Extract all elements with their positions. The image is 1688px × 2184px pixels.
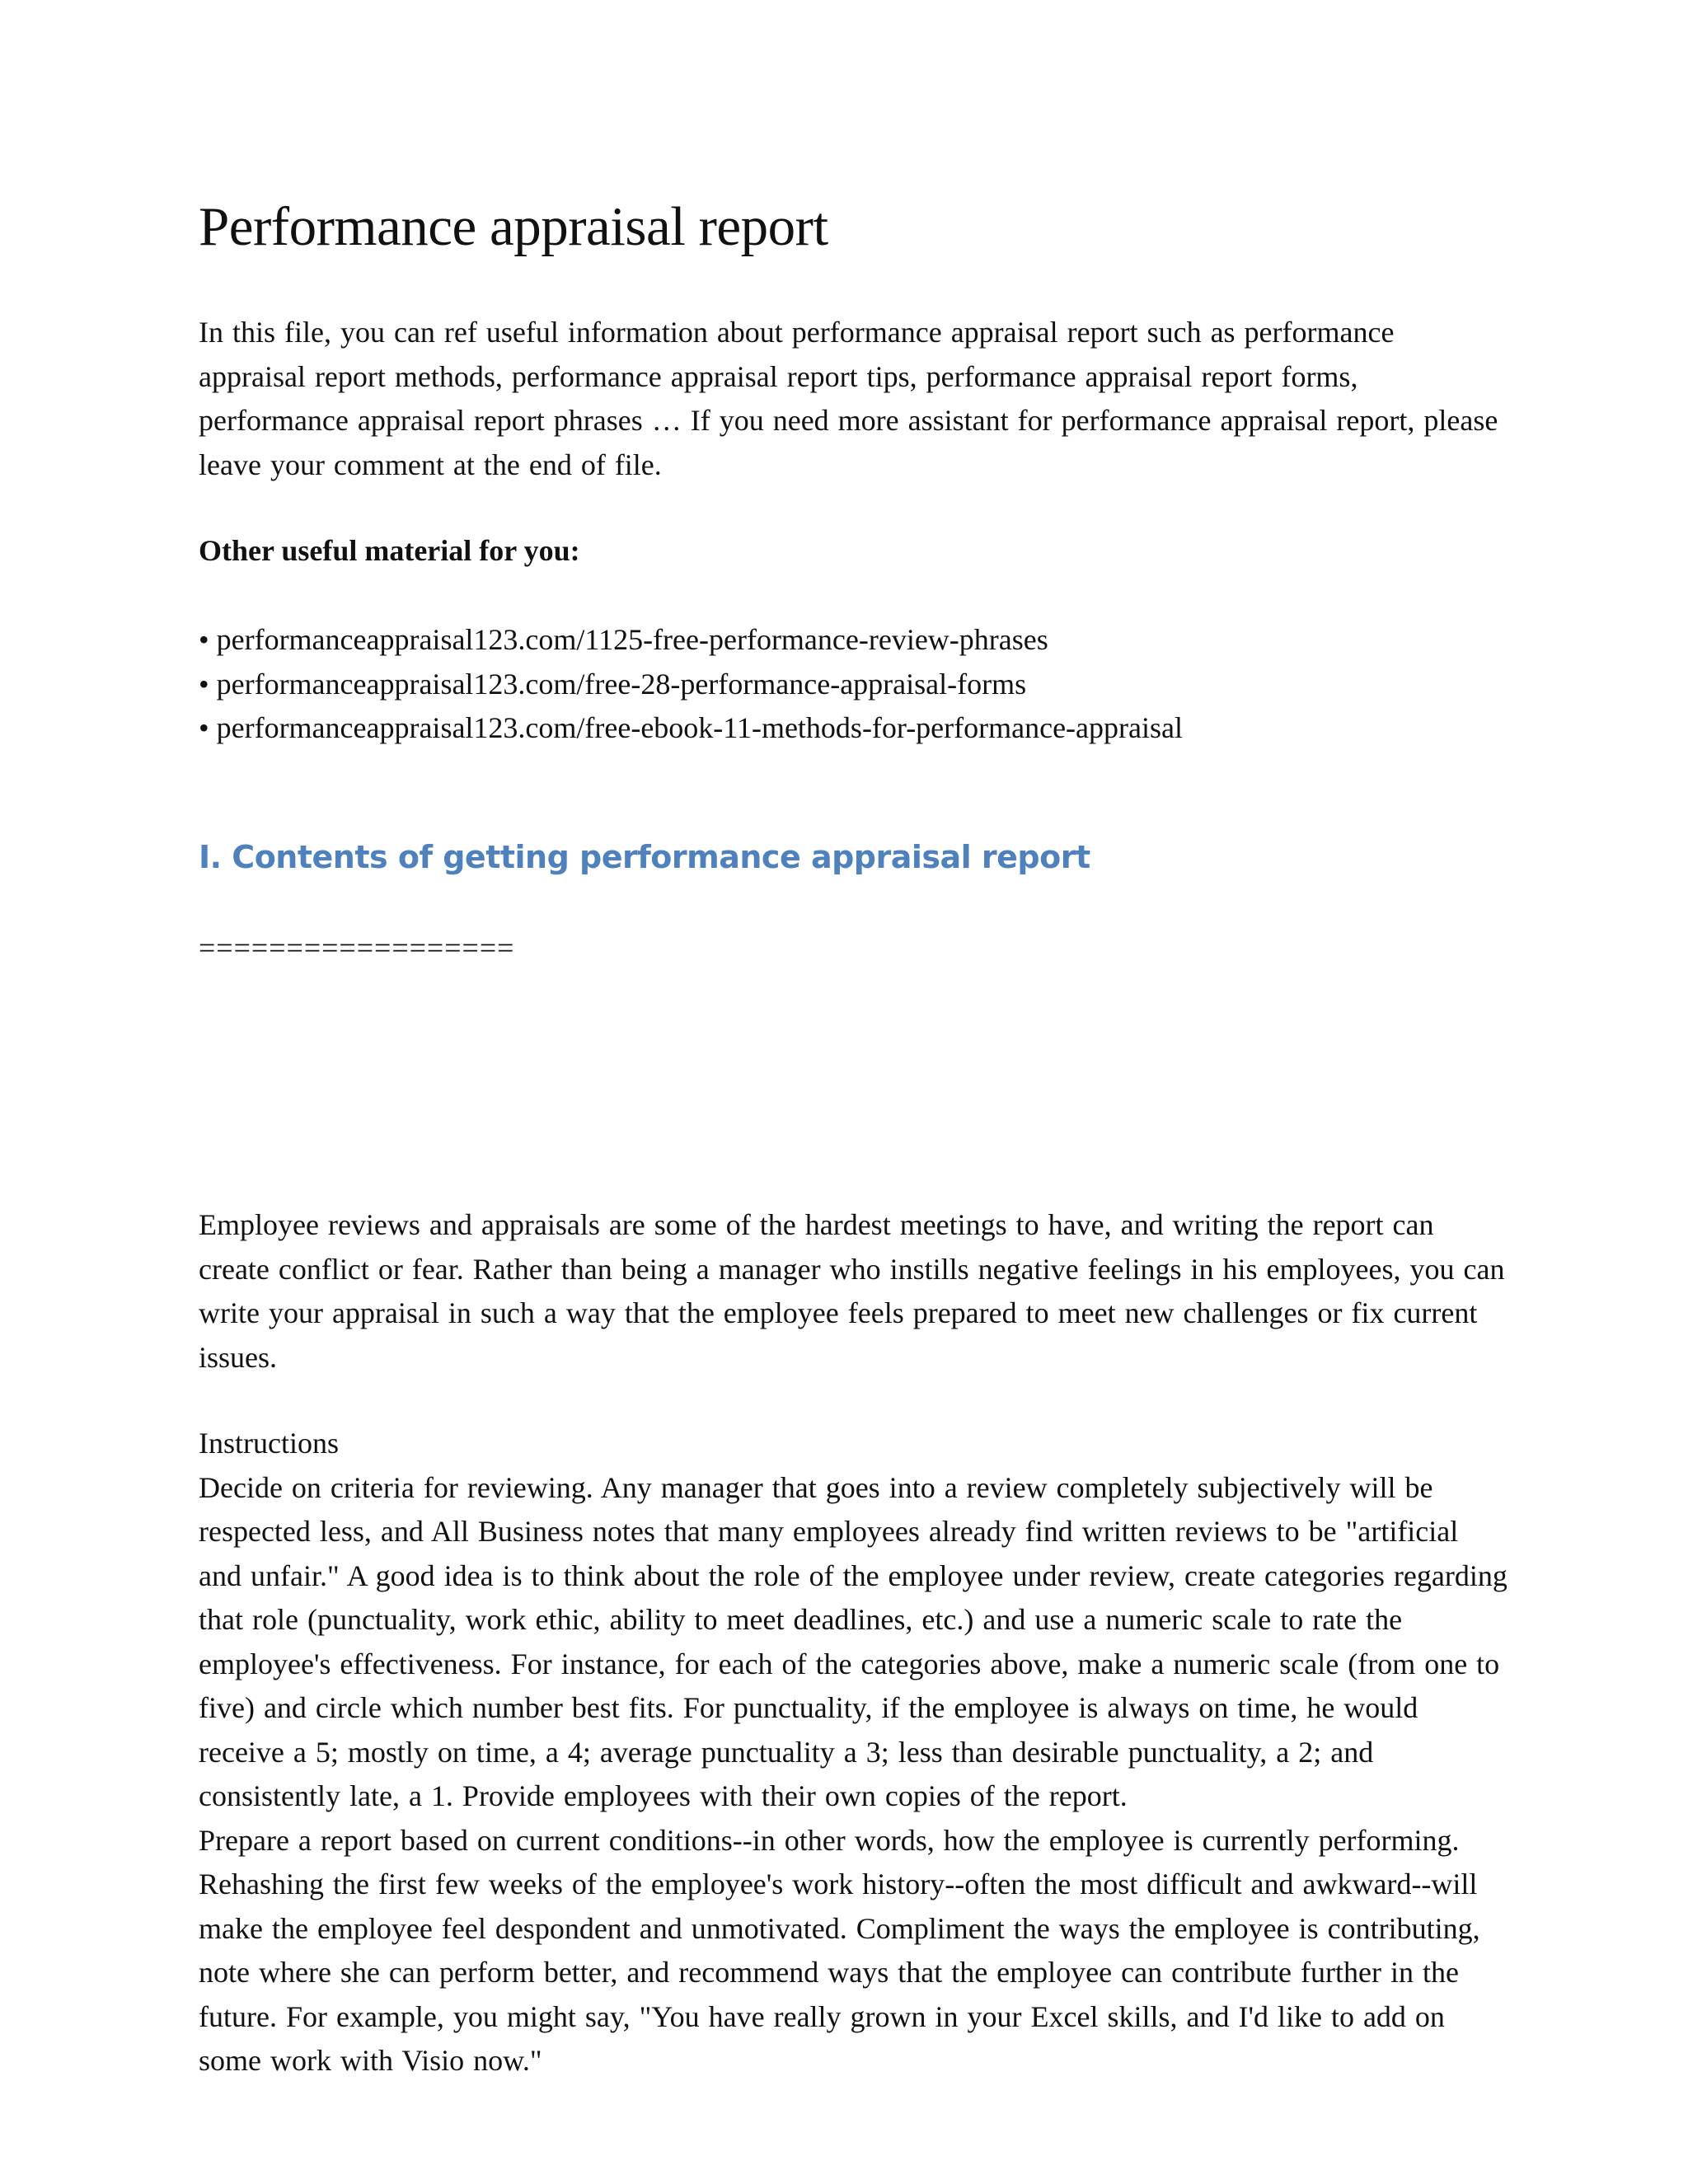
material-link[interactable]: • performanceappraisal123.com/free-28-performance-appraisal-forms [199, 663, 1183, 707]
material-link-list [199, 618, 1183, 751]
instructions-block [199, 1422, 1509, 2083]
divider-line: ================== [199, 931, 515, 964]
material-link[interactable]: • performanceappraisal123.com/free-ebook-11-methods-for-performance-appraisal [199, 706, 1183, 751]
document-content [199, 190, 1509, 2077]
instruction-step: Prepare a report based on current conditions--in other words, how the employee is currently performing. Rehashing the first few weeks of the employee's work history--often the most difficult and awkward--will make the employee feel despondent and unmotivated. Compliment the ways the employee is contributing, note where she can perform better, and recommend ways that the employee can contribute further in the future. For example, you might say, "You have really grown in your Excel skills, and I'd like to add on some work with Visio now." [199, 1823, 1480, 2077]
intro-paragraph: In this file, you can ref useful information about performance appraisal report such as performance appraisal report methods, performance appraisal report tips, performance appraisal report forms, performance appraisal report phrases … If you need more assistant for performance appraisal report, please leave your comment at the end of file. [199, 316, 1498, 481]
instructions-label: Instructions [199, 1427, 339, 1460]
instruction-step: Decide on criteria for reviewing. Any manager that goes into a review completely subjectively will be respected less, and All Business notes that many employees already find written reviews to be "artificial and unfair." A good idea is to think about the role of the employee under review, create categories regarding that role (punctuality, work ethic, ability to meet deadlines, etc.) and use a numeric scale to rate the employee's effectiveness. For instance, for each of the categories above, make a numeric scale (from one to five) and circle which number best fits. For punctuality, if the employee is always on time, he would receive a 5; mostly on time, a 4; average punctuality a 3; less than desirable punctuality, a 2; and consistently late, a 1. Provide employees with their own copies of the report. [199, 1470, 1507, 1812]
other-material-heading: Other useful material for you: [199, 534, 580, 567]
document-title: Performance appraisal report [199, 196, 828, 257]
material-link[interactable]: • performanceappraisal123.com/1125-free-performance-review-phrases [199, 618, 1183, 663]
body-paragraph: Employee reviews and appraisals are some of the hardest meetings to have, and writing the report can create conflict or fear. Rather than being a manager who instills negative feelings in his employees, you can write your appraisal in such a way that the employee feels prepared to meet new challenges or fix current issues. [199, 1208, 1505, 1374]
section-heading: I. Contents of getting performance appraisal report [199, 839, 1090, 875]
